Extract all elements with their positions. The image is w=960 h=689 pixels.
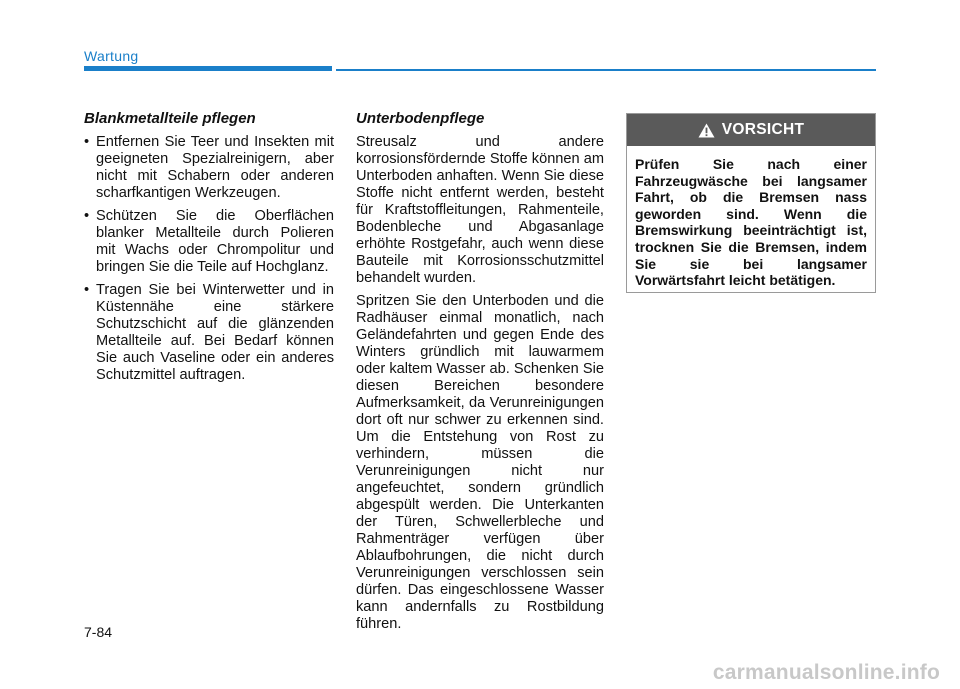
- list-item: • Schützen Sie die Oberflächen blanker Metallteile durch Polieren mit Wachs oder Chrompolitur und bringen Sie die Teile auf Hochglanz.: [84, 208, 334, 275]
- list-item: • Tragen Sie bei Winterwetter und in Küstennähe eine stärkere Schutzschicht auf die glänzenden Metallteile auf. Bei Bedarf können Sie auch Vaseline oder ein anderes Schutzmittel auftragen.: [84, 282, 334, 383]
- warning-box: [626, 113, 876, 293]
- paragraph: Streusalz und andere korrosionsfördernde Stoffe können am Unterboden anhaften. Wenn Sie diese Stoffe nicht entfernt werden, besteht für Kraftstoffleitungen, Rahmenteile, Bodenbleche und Abgasanlage erhöhte Rostgefahr, auch wenn diese Bauteile mit Korrosionsschutzmittel behandelt wurden.: [356, 134, 604, 286]
- column-metal-care: [84, 110, 334, 390]
- warning-text: Prüfen Sie nach einer Fahrzeugwäsche bei langsamer Fahrt, ob die Bremsen nass geworden sind. Wenn die Bremswirkung beeinträchtigt ist, trocknen Sie die Bremsen, indem Sie sie bei langsamer Vorwärtsfahrt leicht betätigen.: [635, 156, 867, 289]
- paragraph: Spritzen Sie den Unterboden und die Radhäuser einmal monatlich, nach Geländefahrten und gegen Ende des Winters gründlich mit lauwarmem oder kaltem Wasser ab. Schenken Sie diesen Bereichen besondere Aufmerksamkeit, da Verunreinigungen dort oft nur schwer zu erkennen sind. Um die Entstehung von Rost zu verhindern, müssen die Verunreinigungen nicht nur angefeuchtet, sondern gründlich abgespült werden. Die Unterkanten der Türen, Schwellerbleche und Rahmenträger verfügen über Ablaufbohrungen, die nicht durch Verunreinigungen verschlossen sein dürfen. Das eingeschlossene Wasser kann andernfalls zu Rostbildung führen.: [356, 293, 604, 632]
- bullet-icon: •: [84, 282, 90, 298]
- bullet-icon: •: [84, 208, 90, 224]
- header-rule-thin: [336, 69, 876, 71]
- warning-title: VORSICHT: [721, 121, 805, 138]
- page-number: 7-84: [84, 624, 113, 640]
- section-label: Wartung: [84, 48, 139, 64]
- heading-underbody-care: Unterbodenpflege: [356, 110, 485, 127]
- column-underbody-care: [356, 110, 604, 639]
- watermark: carmanualsonline.info: [712, 661, 940, 684]
- warning-triangle-icon: [698, 123, 715, 138]
- list-item: • Entfernen Sie Teer und Insekten mit geeigneten Spezialreinigern, aber nicht mit Schabern oder anderen scharfkantigen Werkzeugen.: [84, 134, 334, 201]
- warning-header: [627, 114, 875, 146]
- bullet-icon: •: [84, 134, 90, 150]
- header-rule-thick: [84, 66, 332, 71]
- heading-metal-care: Blankmetallteile pflegen: [84, 110, 256, 127]
- metal-care-list: [84, 134, 334, 384]
